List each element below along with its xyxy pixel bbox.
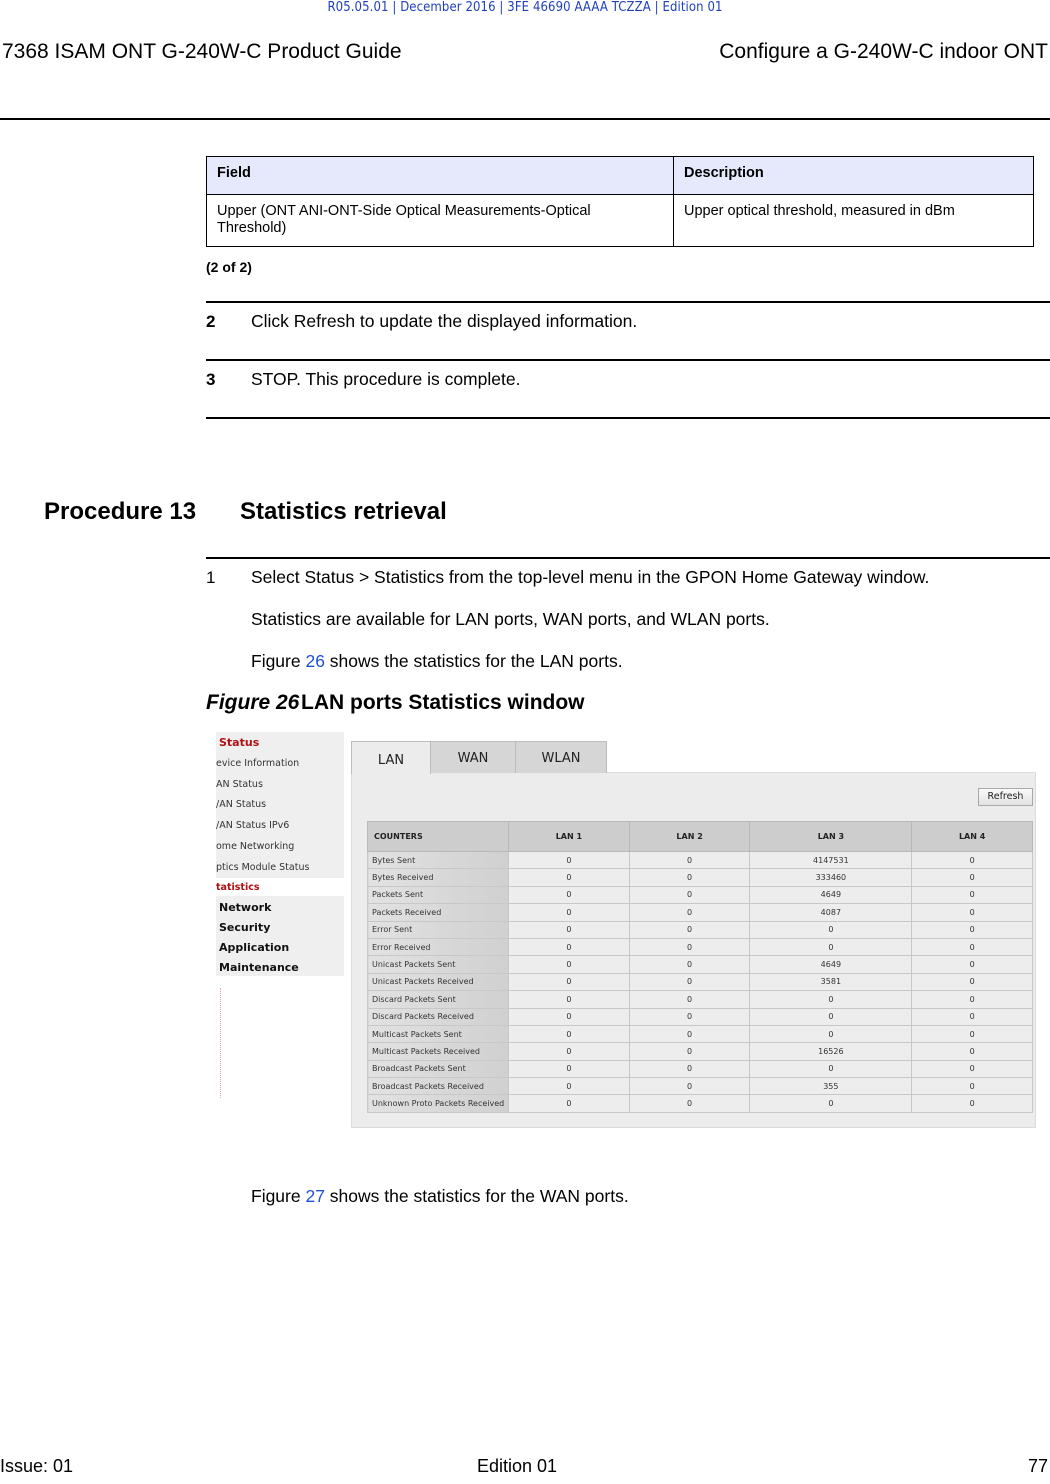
counter-value-cell: 3581 xyxy=(750,973,912,990)
counter-name-cell: Discard Packets Received xyxy=(368,1008,509,1025)
step-rule xyxy=(206,359,1050,361)
step-text: Select Status > Statistics from the top-level menu in the GPON Home Gateway window. xyxy=(251,567,930,587)
counter-value-cell: 0 xyxy=(912,921,1033,938)
counter-value-cell: 0 xyxy=(509,904,630,921)
sidebar-item-optics-module-status[interactable]: ptics Module Status xyxy=(216,862,310,873)
counter-name-cell: Error Sent xyxy=(368,921,509,938)
column-header-description: Description xyxy=(674,157,1034,195)
counter-value-cell: 0 xyxy=(509,956,630,973)
procedure-end-rule xyxy=(206,417,1050,419)
counter-value-cell: 0 xyxy=(509,991,630,1008)
counter-value-cell: 0 xyxy=(912,1043,1033,1060)
table-row xyxy=(368,1095,1033,1112)
counter-name-cell: Broadcast Packets Sent xyxy=(368,1060,509,1077)
sidebar-item-wan-status[interactable]: /AN Status xyxy=(216,799,267,810)
column-header-lan3: LAN 3 xyxy=(750,822,912,852)
sidebar-heading-status[interactable]: Status xyxy=(219,736,260,749)
document-watermark: R05.05.01 | December 2016 | 3FE 46690 AAAA TCZZA | Edition 01 xyxy=(327,0,723,15)
counter-name-cell: Packets Sent xyxy=(368,886,509,903)
counter-value-cell: 0 xyxy=(629,991,750,1008)
figure-27-link[interactable]: 27 xyxy=(305,1186,325,1206)
figure-title: LAN ports Statistics window xyxy=(301,691,585,714)
counter-value-cell: 0 xyxy=(750,938,912,955)
step-number: 1 xyxy=(206,568,216,587)
counter-value-cell: 0 xyxy=(509,1008,630,1025)
table-header-row xyxy=(368,822,1033,852)
counter-value-cell: 0 xyxy=(629,921,750,938)
counter-name-cell: Bytes Received xyxy=(368,869,509,886)
step-rule xyxy=(206,301,1050,303)
running-header-title: 7368 ISAM ONT G-240W-C Product Guide xyxy=(2,40,402,63)
counter-value-cell: 333460 xyxy=(750,869,912,886)
counter-value-cell: 0 xyxy=(629,1008,750,1025)
sidebar-item-lan-status[interactable]: AN Status xyxy=(216,779,263,790)
column-header-field: Field xyxy=(207,157,674,195)
tab-lan[interactable]: LAN xyxy=(351,741,431,774)
table-row xyxy=(368,869,1033,886)
counter-value-cell: 0 xyxy=(509,921,630,938)
counter-value-cell: 0 xyxy=(912,904,1033,921)
counter-name-cell: Discard Packets Sent xyxy=(368,991,509,1008)
figure-number: Figure 26 xyxy=(206,691,300,714)
counter-name-cell: Multicast Packets Sent xyxy=(368,1025,509,1042)
counter-value-cell: 0 xyxy=(509,1025,630,1042)
sidebar-edge-dots xyxy=(220,988,221,1098)
table-row xyxy=(368,921,1033,938)
procedure-title: Statistics retrieval xyxy=(240,498,447,525)
counter-value-cell: 0 xyxy=(750,921,912,938)
table-header-row xyxy=(207,157,1034,195)
refresh-button[interactable]: Refresh xyxy=(978,788,1033,806)
counter-value-cell: 0 xyxy=(629,904,750,921)
counter-value-cell: 0 xyxy=(629,973,750,990)
counter-value-cell: 0 xyxy=(509,1060,630,1077)
counter-name-cell: Broadcast Packets Received xyxy=(368,1078,509,1095)
table-row xyxy=(368,1078,1033,1095)
counter-value-cell: 0 xyxy=(912,869,1033,886)
counter-value-cell: 0 xyxy=(509,1078,630,1095)
counter-name-cell: Error Received xyxy=(368,938,509,955)
counter-name-cell: Unicast Packets Sent xyxy=(368,956,509,973)
footer-issue: Issue: 01 xyxy=(0,1456,74,1476)
counter-value-cell: 0 xyxy=(750,991,912,1008)
counter-value-cell: 0 xyxy=(629,938,750,955)
table-row xyxy=(368,886,1033,903)
sidebar-item-wan-status-ipv6[interactable]: /AN Status IPv6 xyxy=(216,820,290,831)
counter-value-cell: 0 xyxy=(629,1060,750,1077)
counter-value-cell: 0 xyxy=(912,973,1033,990)
tab-wlan[interactable]: WLAN xyxy=(515,741,607,773)
counter-value-cell: 0 xyxy=(912,1095,1033,1112)
table-row xyxy=(207,195,1034,247)
counter-value-cell: 0 xyxy=(509,1043,630,1060)
counter-value-cell: 0 xyxy=(629,956,750,973)
counter-value-cell: 0 xyxy=(629,1043,750,1060)
counter-value-cell: 0 xyxy=(509,938,630,955)
text: shows the statistics for the WAN ports. xyxy=(324,1186,629,1206)
counter-value-cell: 16526 xyxy=(750,1043,912,1060)
counter-value-cell: 0 xyxy=(509,869,630,886)
table-row xyxy=(368,1008,1033,1025)
counter-value-cell: 0 xyxy=(912,991,1033,1008)
table-row xyxy=(368,1060,1033,1077)
running-header-section: Configure a G-240W-C indoor ONT xyxy=(719,40,1048,63)
counter-value-cell: 0 xyxy=(912,1025,1033,1042)
counter-value-cell: 0 xyxy=(750,1025,912,1042)
column-header-lan2: LAN 2 xyxy=(629,822,750,852)
text: Figure xyxy=(251,651,306,671)
menu-maintenance[interactable]: Maintenance xyxy=(219,961,299,974)
counter-name-cell: Bytes Sent xyxy=(368,852,509,869)
counter-value-cell: 0 xyxy=(912,1078,1033,1095)
counter-value-cell: 0 xyxy=(629,886,750,903)
counter-value-cell: 4147531 xyxy=(750,852,912,869)
footer-edition: Edition 01 xyxy=(477,1456,558,1476)
table-continuation: (2 of 2) xyxy=(206,259,252,275)
menu-security[interactable]: Security xyxy=(219,921,271,934)
menu-network[interactable]: Network xyxy=(219,901,272,914)
column-header-lan4: LAN 4 xyxy=(912,822,1033,852)
step-paragraph xyxy=(251,1186,629,1207)
field-cell: Upper (ONT ANI-ONT-Side Optical Measurements-Optical Threshold) xyxy=(207,195,674,247)
counter-name-cell: Multicast Packets Received xyxy=(368,1043,509,1060)
counter-value-cell: 0 xyxy=(912,1060,1033,1077)
counter-value-cell: 0 xyxy=(509,1095,630,1112)
counter-value-cell: 0 xyxy=(750,1008,912,1025)
status-sidebar xyxy=(216,732,344,976)
figure-26-link[interactable]: 26 xyxy=(305,651,325,671)
sidebar-item-statistics[interactable]: tatistics xyxy=(216,882,260,893)
table-row xyxy=(368,991,1033,1008)
counter-value-cell: 0 xyxy=(912,938,1033,955)
description-cell: Upper optical threshold, measured in dBm xyxy=(674,195,1034,247)
counter-value-cell: 0 xyxy=(629,1025,750,1042)
table-row xyxy=(368,938,1033,955)
table-row xyxy=(368,956,1033,973)
page-number: 77 xyxy=(1027,1456,1048,1476)
counter-value-cell: 0 xyxy=(629,1078,750,1095)
sidebar-item-home-networking[interactable]: ome Networking xyxy=(216,841,295,852)
counter-value-cell: 0 xyxy=(509,973,630,990)
lan-statistics-table xyxy=(367,821,1033,1113)
counter-value-cell: 355 xyxy=(750,1078,912,1095)
sidebar-item-device-information[interactable]: evice Information xyxy=(216,758,300,769)
field-description-table xyxy=(206,156,1034,247)
table-row xyxy=(368,1043,1033,1060)
text: Figure xyxy=(251,1186,306,1206)
column-header-lan1: LAN 1 xyxy=(509,822,630,852)
counter-value-cell: 0 xyxy=(912,852,1033,869)
counter-name-cell: Packets Received xyxy=(368,904,509,921)
counter-value-cell: 0 xyxy=(912,1008,1033,1025)
counter-value-cell: 0 xyxy=(750,1095,912,1112)
step-rule xyxy=(206,557,1050,559)
counter-value-cell: 4649 xyxy=(750,956,912,973)
step-text: Click Refresh to update the displayed information. xyxy=(251,311,638,331)
counter-value-cell: 0 xyxy=(629,852,750,869)
table-row xyxy=(368,904,1033,921)
counter-value-cell: 0 xyxy=(509,886,630,903)
counter-name-cell: Unknown Proto Packets Received xyxy=(368,1095,509,1112)
table-row xyxy=(368,973,1033,990)
counter-value-cell: 0 xyxy=(629,1095,750,1112)
step-number: 3 xyxy=(206,370,216,389)
menu-application[interactable]: Application xyxy=(219,941,290,954)
step-text: STOP. This procedure is complete. xyxy=(251,369,521,389)
counter-value-cell: 0 xyxy=(629,869,750,886)
tab-wan[interactable]: WAN xyxy=(430,741,516,773)
table-row xyxy=(368,852,1033,869)
step-number: 2 xyxy=(206,312,216,331)
text: shows the statistics for the LAN ports. xyxy=(324,651,623,671)
header-rule xyxy=(0,118,1050,120)
lan-statistics-screenshot xyxy=(216,732,1040,1128)
column-header-counters: COUNTERS xyxy=(368,822,509,852)
table-row xyxy=(368,1025,1033,1042)
counter-value-cell: 0 xyxy=(912,956,1033,973)
procedure-label: Procedure 13 xyxy=(44,498,197,525)
counter-value-cell: 0 xyxy=(912,886,1033,903)
counter-value-cell: 0 xyxy=(750,1060,912,1077)
step-paragraph xyxy=(251,651,623,672)
counter-value-cell: 4649 xyxy=(750,886,912,903)
counter-name-cell: Unicast Packets Received xyxy=(368,973,509,990)
counter-value-cell: 4087 xyxy=(750,904,912,921)
step-paragraph: Statistics are available for LAN ports, WAN ports, and WLAN ports. xyxy=(251,609,770,629)
counter-value-cell: 0 xyxy=(509,852,630,869)
